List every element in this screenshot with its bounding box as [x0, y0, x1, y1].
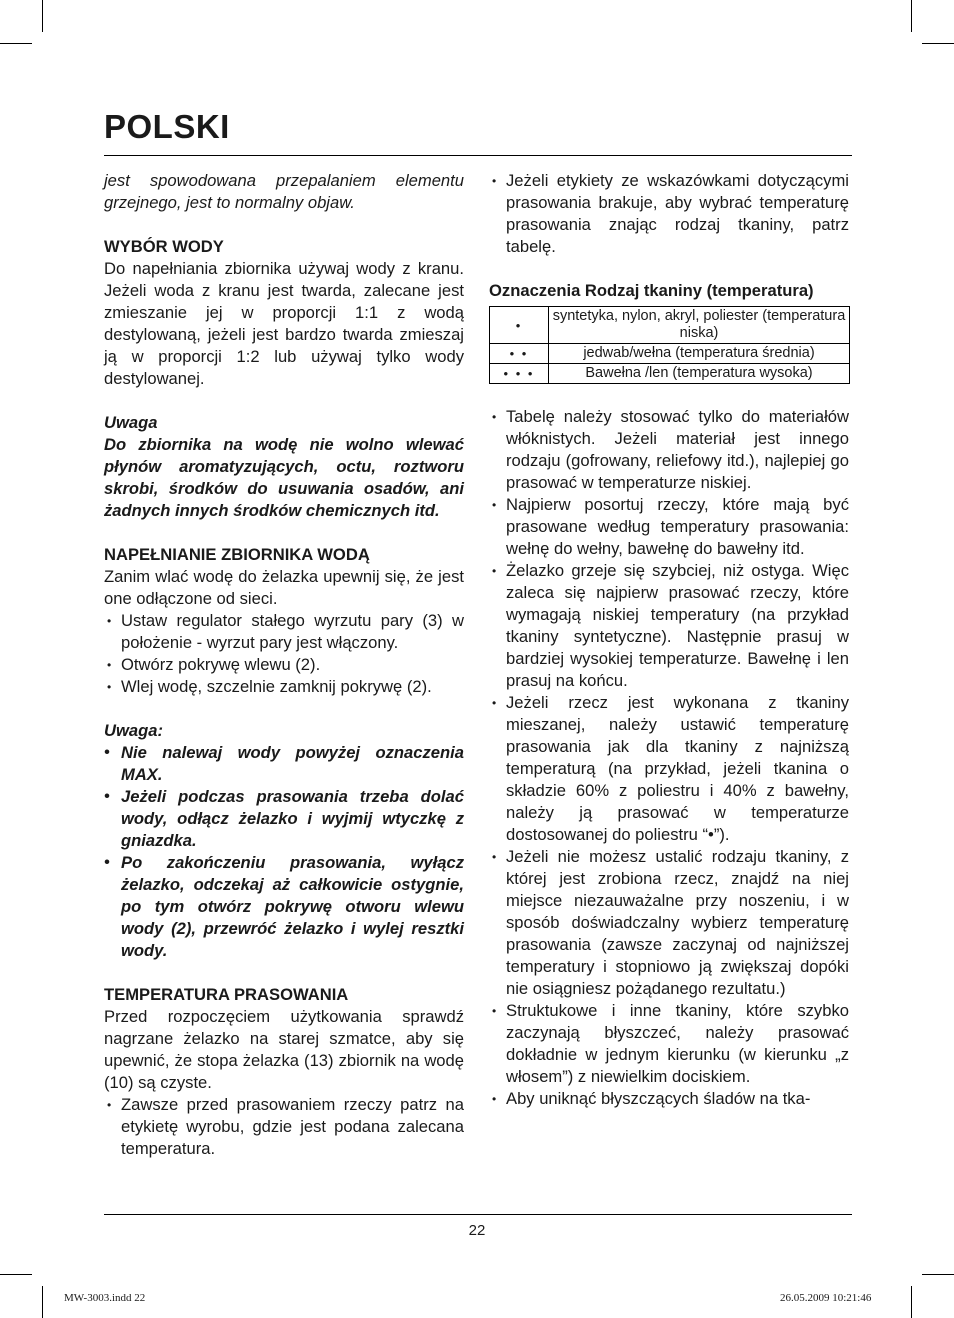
warning-text: Do zbiornika na wodę nie wolno wlewać płynów aromatyzujących, octu, roztworu skrobi, środków do usuwania osadów, ani żadnych innych środków chemicznych itd. — [104, 435, 464, 520]
list-item: • Otwórz pokrywę wlewu (2). — [104, 654, 464, 676]
symbol-cell: • — [490, 307, 549, 344]
temperature-text: Przed rozpoczęciem użytkowania sprawdź nagrzane żelazko na starej szmatce, aby się upewnić, że stopa żelazka (13) zbiornik na wodę (10) są czyste. — [104, 1007, 464, 1092]
list-item: • Najpierw posortuj rzeczy, które mają być prasowane według temperatury prasowania: wełnę do wełny, bawełnę do bawełny itd. — [489, 494, 849, 560]
table-row — [490, 307, 850, 344]
intro-text: jest spowodowana przepalaniem elementu grzejnego, jest to normalny objaw. — [104, 171, 464, 212]
list-item: • Jeżeli nie możesz ustalić rodzaju tkaniny, z której jest zrobiona rzecz, znajdź na niej miejsce niezauważalne przy noszeniu, i w sposób doświadczalny wybierz temperaturę prasowania (zawsze zaczynaj od najniższej temperatury i stopniowo ją zwiększaj dopóki nie osiągniesz pożądanego rezultatu.) — [489, 846, 849, 1000]
filling-heading: NAPEŁNIANIE ZBIORNIKA WODĄ — [104, 545, 370, 564]
fabric-cell: jedwab/wełna (temperatura średnia) — [549, 344, 850, 364]
crop-mark — [42, 1286, 43, 1318]
ironing-tips-list — [489, 406, 849, 1110]
list-item: • Wlej wodę, szczelnie zamknij pokrywę (2). — [104, 676, 464, 698]
crop-mark — [911, 1286, 912, 1318]
list-item: • Jeżeli etykiety ze wskazówkami dotyczącymi prasowania brakuje, aby wybrać temperaturę prasowania znając rodzaj tkaniny, patrz tabelę. — [489, 170, 849, 258]
warning-title: Uwaga — [104, 413, 158, 432]
crop-mark — [0, 43, 32, 44]
crop-mark — [0, 1274, 32, 1275]
list-item: • Aby uniknąć błyszczących śladów na tka- — [489, 1088, 849, 1110]
symbol-cell: • • — [490, 344, 549, 364]
fabric-table — [489, 306, 850, 384]
label-list — [489, 170, 849, 258]
footer-rule — [104, 1214, 852, 1215]
water-text: Do napełniania zbiornika używaj wody z kranu. Jeżeli woda z kranu jest twarda, zalecane jest zmieszanie jej w proporcji 1:1 z wodą destylowaną, jeżeli jest bardzo twarda zmieszaj ją w proporcji 1:2 lub używaj tylko wody destylowanej. — [104, 259, 464, 388]
list-item: • Nie nalewaj wody powyżej oznaczenia MAX. — [104, 742, 464, 786]
water-heading: WYBÓR WODY — [104, 237, 224, 256]
page-title: POLSKI — [104, 108, 230, 145]
list-item: • Tabelę należy stosować tylko do materiałów włóknistych. Jeżeli materiał jest innego rodzaju (gofrowany, reliefowy itd.), najlepiej go prasować w temperaturze niskiej. — [489, 406, 849, 494]
right-column — [489, 170, 849, 1110]
filling-list — [104, 610, 464, 698]
crop-mark — [922, 1274, 954, 1275]
footer-file: MW-3003.indd 22 — [64, 1292, 146, 1304]
table-row — [490, 364, 850, 384]
header-rule — [104, 155, 852, 156]
crop-mark — [922, 43, 954, 44]
list-item: • Zawsze przed prasowaniem rzeczy patrz na etykietę wyrobu, gdzie jest podana zalecana temperatura. — [104, 1094, 464, 1160]
fabric-cell: syntetyka, nylon, akryl, poliester (temperatura niska) — [549, 307, 850, 344]
filling-text: Zanim wlać wodę do żelazka upewnij się, że jest one odłączone od sieci. — [104, 567, 464, 608]
warning2-title: Uwaga: — [104, 721, 164, 740]
warning2-list — [104, 742, 464, 962]
fabric-cell: Bawełna /len (temperatura wysoka) — [549, 364, 850, 384]
table-row — [490, 344, 850, 364]
list-item: • Jeżeli podczas prasowania trzeba dolać wody, odłącz żelazko i wyjmij wtyczkę z gniazdka. — [104, 786, 464, 852]
list-item: • Jeżeli rzecz jest wykonana z tkaniny mieszanej, należy ustawić temperaturę prasowania jak dla tkaniny z najniższą temperaturą (na przykład, jeżeli tkanina o składzie 60% z poliestru i 40% z bawełny, należy ją prasować w temperaturze dostosowanej do poliestru “•”). — [489, 692, 849, 846]
footer-timestamp: 26.05.2009 10:21:46 — [780, 1292, 872, 1304]
symbol-cell: • • • — [490, 364, 549, 384]
table-title: Oznaczenia Rodzaj tkaniny (temperatura) — [489, 281, 814, 300]
crop-mark — [911, 0, 912, 32]
temperature-heading: TEMPERATURA PRASOWANIA — [104, 985, 349, 1004]
list-item: • Ustaw regulator stałego wyrzutu pary (3) w położenie - wyrzut pary jest włączony. — [104, 610, 464, 654]
crop-mark — [42, 0, 43, 32]
list-item: • Struktukowe i inne tkaniny, które szybko zaczynają błyszczeć, należy prasować dokładnie w jednym kierunku (w kierunku „z włosem”) z niewielkim dociskiem. — [489, 1000, 849, 1088]
list-item: • Żelazko grzeje się szybciej, niż ostyga. Więc zaleca się najpierw prasować rzeczy, które wymagają niskiej temperatury (na przykład tkaniny syntetyczne). Następnie prasuj w bardziej wysokiej temperaturze. Bawełnę i len prasuj na końcu. — [489, 560, 849, 692]
list-item: • Po zakończeniu prasowania, wyłącz żelazko, odczekaj aż całkowicie ostygnie, po tym otwórz pokrywę otworu wlewu wody (2), przewróć żelazko i wylej resztki wody. — [104, 852, 464, 962]
left-column — [104, 170, 464, 1160]
page-number: 22 — [468, 1222, 486, 1239]
temperature-list — [104, 1094, 464, 1160]
